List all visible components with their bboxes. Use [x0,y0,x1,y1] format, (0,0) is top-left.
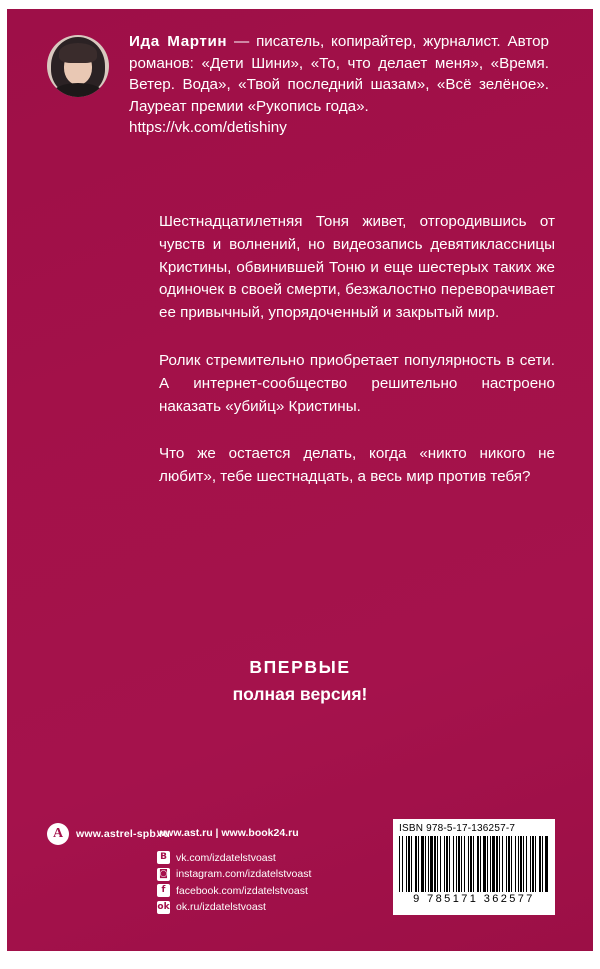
publisher-site[interactable]: www.astrel-spb.ru [76,828,171,840]
social-link-odnoklassniki[interactable] [157,901,311,914]
social-link-facebook-label: facebook.com/izdatelstvoast [176,884,308,897]
author-name: Ида Мартин [129,33,228,50]
author-bio: — писатель, копирайтер, журналист. Автор романов: «Дети Шини», «То, что делает меня», «Время. Ветер. Вода», «Твой последний шазам», «Всё зелёное». Лауреат премии «Рукопись года». [129,33,550,115]
highlight-banner [7,657,593,705]
author-avatar [47,35,109,97]
blurb-paragraph-1: Шестнадцатилетняя Тоня живет, отгородившись от чувств и волнений, но видеозапись девятиклассницы Кристины, обвинившей Тоню и еще шестерых таких же одиночек в своей смерти, безжалостно переворачивает ее привычный, упорядоченный и закрытый мир. [159,213,555,322]
social-link-instagram-label: instagram.com/izdatelstvoast [176,868,312,880]
vk-icon: B [157,851,170,864]
blurb [159,211,555,489]
author-link[interactable]: https://vk.com/detishiny [129,119,287,137]
footer [7,819,593,929]
publisher-block [47,823,170,845]
book-back-cover [7,9,593,951]
blurb-paragraph-3: Что же остается делать, когда «никто никого не любит», тебе шестнадцать, а весь мир против тебя? [159,445,555,486]
highlight-line-1: ВПЕРВЫЕ [249,657,351,677]
odnoklassniki-icon: ok [157,901,170,912]
social-link-odnoklassniki-label: ok.ru/izdatelstvoast [176,901,266,913]
social-link-facebook[interactable] [157,884,311,897]
avatar-hair-front [59,43,97,63]
blurb-paragraph-2: Ролик стремительно приобретает популярность в сети. А интернет-сообщество решительно настроено наказать «убийц» Кристины. [159,351,555,415]
social-links [157,851,311,917]
social-link-instagram[interactable] [157,868,311,881]
social-link-vk[interactable] [157,851,311,864]
facebook-icon: f [157,884,170,897]
social-link-vk-label: vk.com/izdatelstvoast [176,851,276,864]
author-block [47,31,555,139]
avatar-shoulders [53,83,103,97]
isbn-barcode-block [393,819,555,915]
highlight-line-2: полная версия! [232,684,368,704]
publisher-logo-icon: A [47,823,69,845]
author-text [129,31,549,139]
related-sites[interactable]: www.ast.ru | www.book24.ru [157,827,299,839]
isbn-label: ISBN 978-5-17-136257-7 [399,823,516,834]
barcode-digits: 9 785171 362577 [413,893,535,905]
barcode-image [399,836,549,892]
instagram-icon: ◙ [157,868,170,881]
